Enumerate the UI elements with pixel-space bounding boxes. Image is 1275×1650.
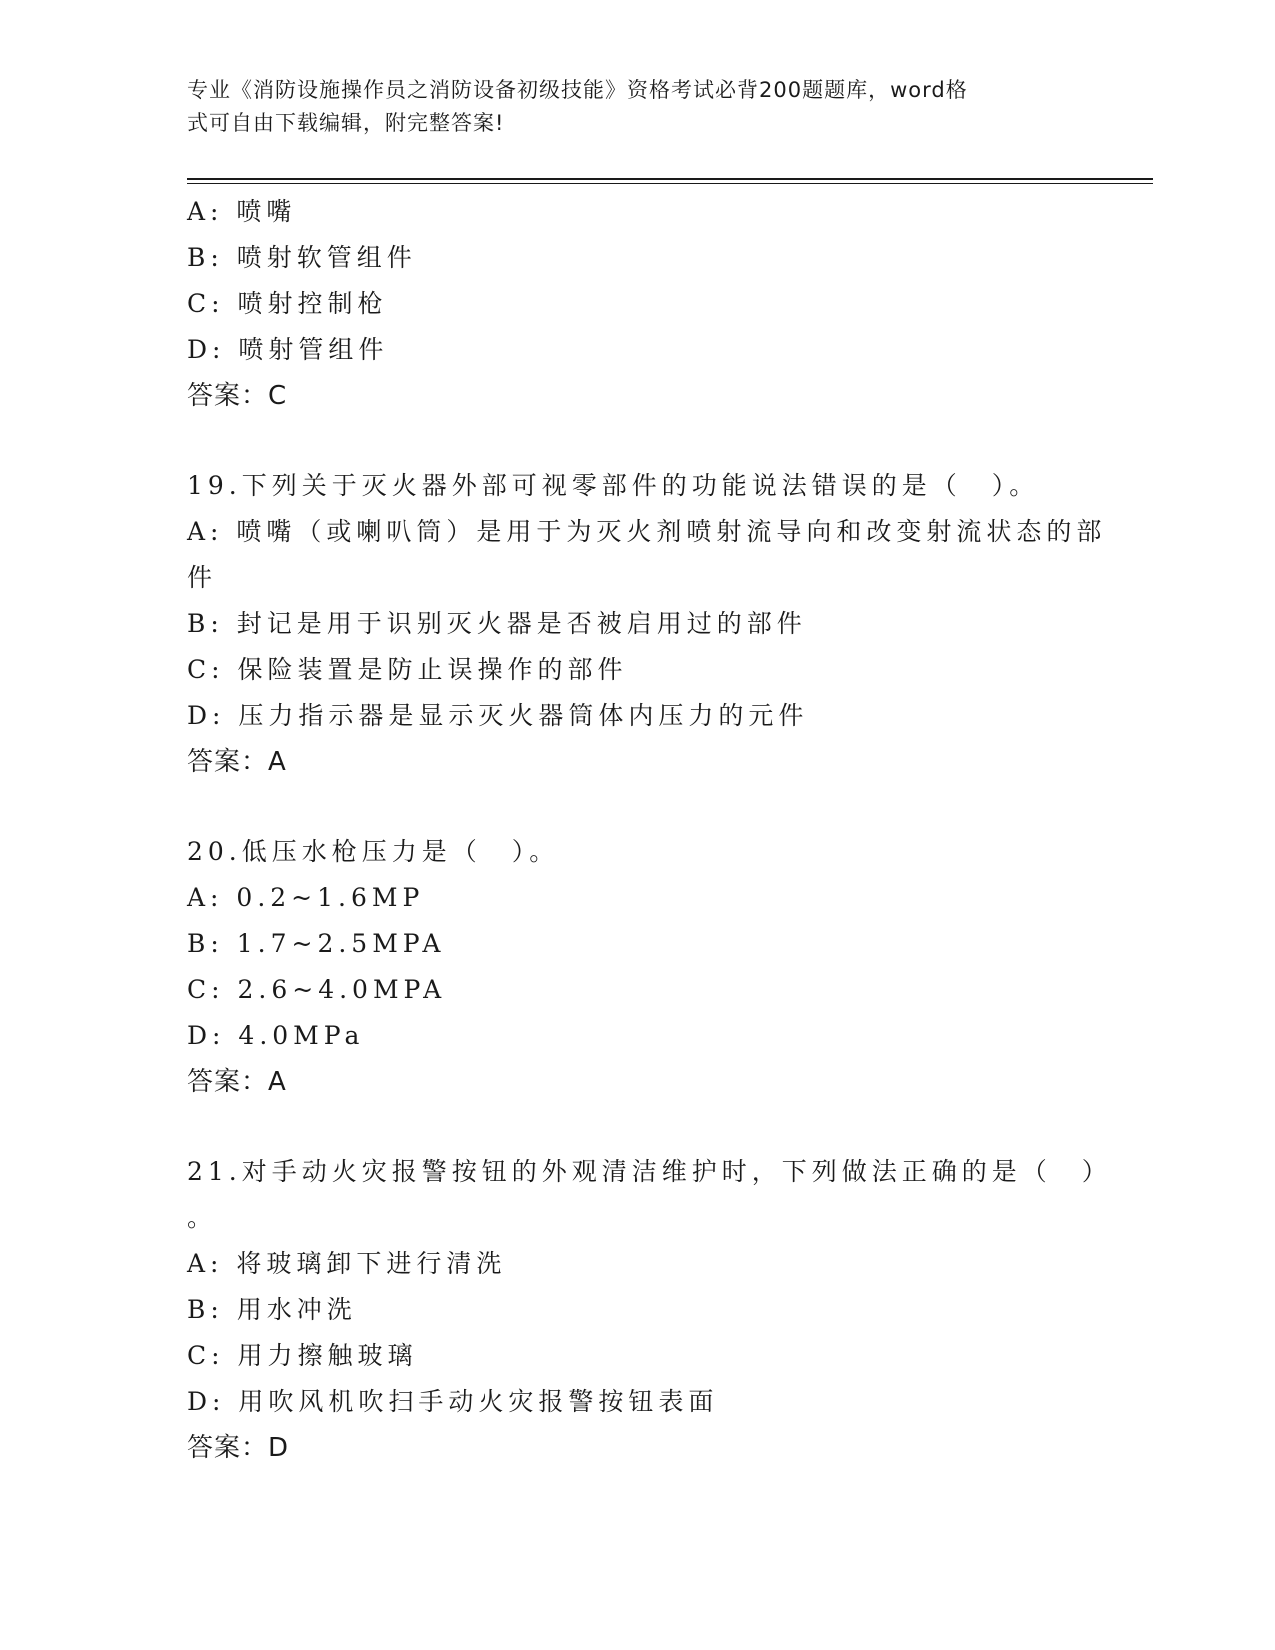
question-block-20 [187, 829, 1087, 1105]
question-block-19 [187, 463, 1107, 785]
answer-line: 答案：C [187, 381, 288, 411]
question-stem: 19.下列关于灭火器外部可视零部件的功能说法错误的是（ ）。 [187, 471, 1040, 500]
option-a-continued: 件 [187, 563, 218, 592]
question-block-21 [187, 1149, 1112, 1471]
document-header [187, 74, 1067, 140]
question-content [187, 189, 1112, 1471]
question-block-18 [187, 189, 1087, 419]
option-d: D: 喷射管组件 [187, 335, 389, 364]
question-stem: 20.低压水枪压力是（ ）。 [187, 837, 560, 866]
answer-line: 答案：A [187, 1067, 287, 1097]
header-line-2: 式可自由下载编辑，附完整答案! [187, 111, 505, 135]
option-a: A: 喷嘴（或喇叭筒）是用于为灭火剂喷射流导向和改变射流状态的部 [187, 517, 1107, 546]
option-c: C: 2.6~4.0MPA [187, 975, 447, 1004]
option-d: D: 用吹风机吹扫手动火灾报警按钮表面 [187, 1387, 719, 1416]
answer-line: 答案：D [187, 1433, 290, 1463]
header-divider-thin [187, 183, 1153, 184]
option-c: C: 保险装置是防止误操作的部件 [187, 655, 628, 684]
option-d: D: 压力指示器是显示灭火器筒体内压力的元件 [187, 701, 809, 730]
option-d: D: 4.0MPa [187, 1021, 365, 1050]
header-line-1: 专业《消防设施操作员之消防设备初级技能》资格考试必背200题题库，word格 [187, 78, 968, 102]
option-a: A: 0.2~1.6MP [187, 883, 425, 912]
option-c: C: 喷射控制枪 [187, 289, 388, 318]
option-b: B: 1.7~2.5MPA [187, 929, 446, 958]
option-b: B: 封记是用于识别灭火器是否被启用过的部件 [187, 609, 807, 638]
option-a: A: 喷嘴 [187, 197, 297, 226]
option-c: C: 用力擦触玻璃 [187, 1341, 418, 1370]
question-stem-continued: 。 [187, 1203, 218, 1232]
header-divider-thick [187, 178, 1153, 180]
answer-line: 答案：A [187, 747, 287, 777]
option-a: A: 将玻璃卸下进行清洗 [187, 1249, 507, 1278]
option-b: B: 用水冲洗 [187, 1295, 357, 1324]
question-stem: 21.对手动火灾报警按钮的外观清洁维护时，下列做法正确的是（ ） [187, 1157, 1112, 1186]
option-b: B: 喷射软管组件 [187, 243, 417, 272]
